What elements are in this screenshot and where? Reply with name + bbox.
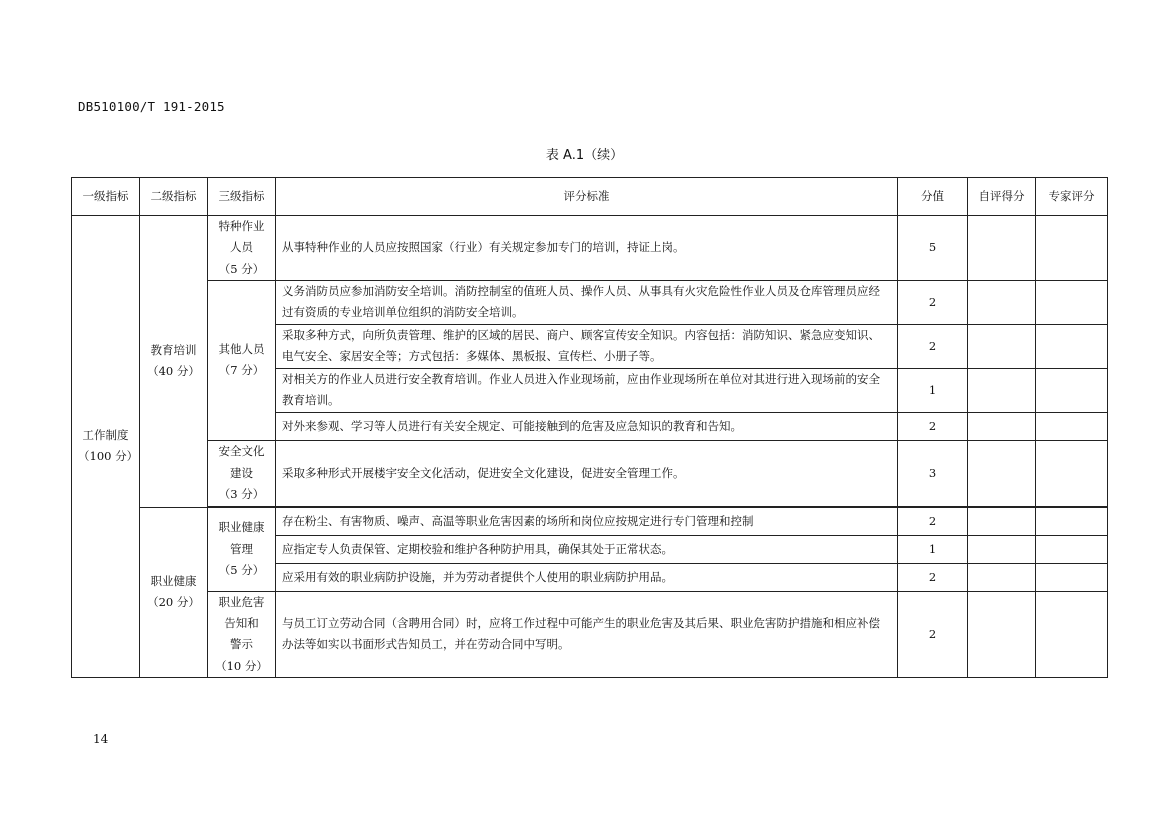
self-score-cell[interactable] (968, 440, 1036, 506)
points-cell: 1 (898, 535, 968, 563)
self-score-cell[interactable] (968, 507, 1036, 535)
expert-score-cell[interactable] (1036, 535, 1108, 563)
table-title: 表 A.1（续） (545, 148, 624, 163)
level3-line: （3 分） (218, 486, 265, 501)
expert-score-cell[interactable] (1036, 216, 1108, 281)
column-header: 专家评分 (1036, 178, 1108, 216)
points-cell: 2 (898, 563, 968, 591)
self-score-cell[interactable] (968, 280, 1036, 324)
points-cell: 2 (898, 412, 968, 440)
points-cell: 2 (898, 591, 968, 677)
table-row (72, 591, 1108, 677)
table-header-row (72, 178, 1108, 216)
expert-score-cell[interactable] (1036, 563, 1108, 591)
level3-line: 人员 (230, 240, 253, 255)
expert-score-cell[interactable] (1036, 440, 1108, 506)
evaluation-table (71, 177, 1108, 678)
expert-score-cell[interactable] (1036, 507, 1108, 535)
points-cell: 3 (898, 440, 968, 506)
self-score-cell[interactable] (968, 216, 1036, 281)
self-score-cell[interactable] (968, 563, 1036, 591)
level3-cell (208, 507, 276, 591)
level1-score: （100 分） (78, 449, 139, 464)
level3-line: 安全文化 (218, 444, 265, 459)
criterion-cell: 义务消防员应参加消防安全培训。消防控制室的值班人员、操作人员、从事具有火灾危险性作业人员及仓库管理员应经过有资质的专业培训单位组织的消防安全培训。 (276, 280, 898, 324)
column-header: 分值 (898, 178, 968, 216)
points-cell: 5 (898, 216, 968, 281)
criterion-cell: 与员工订立劳动合同（含聘用合同）时，应将工作过程中可能产生的职业危害及其后果、职业危害防护措施和相应补偿办法等如实以书面形式告知员工，并在劳动合同中写明。 (276, 591, 898, 677)
level3-line: 特种作业 (218, 219, 265, 233)
criterion-cell: 从事特种作业的人员应按照国家（行业）有关规定参加专门的培训，持证上岗。 (276, 216, 898, 281)
table-row (72, 280, 1108, 324)
level3-line: （5 分） (218, 261, 265, 276)
column-header: 三级指标 (208, 178, 276, 216)
points-cell: 2 (898, 324, 968, 368)
table-row (72, 216, 1108, 281)
criterion-cell: 采取多种方式，向所负责管理、维护的区域的居民、商户、顾客宣传安全知识。内容包括：消防知识、紧急应变知识、电气安全、家居安全等；方式包括：多媒体、黑板报、宣传栏、小册子等。 (276, 324, 898, 368)
criterion-cell: 存在粉尘、有害物质、噪声、高温等职业危害因素的场所和岗位应按规定进行专门管理和控制 (276, 507, 898, 535)
points-cell: 2 (898, 280, 968, 324)
level3-line: 建设 (230, 465, 253, 480)
self-score-cell[interactable] (968, 535, 1036, 563)
expert-score-cell[interactable] (1036, 368, 1108, 412)
self-score-cell[interactable] (968, 412, 1036, 440)
level1-name: 工作制度 (82, 428, 129, 443)
column-header: 自评得分 (968, 178, 1036, 216)
level3-line: 其他人员 (218, 342, 265, 357)
expert-score-cell[interactable] (1036, 324, 1108, 368)
criterion-cell: 应采用有效的职业病防护设施，并为劳动者提供个人使用的职业病防护用品。 (276, 563, 898, 591)
page-number: 14 (93, 732, 109, 746)
self-score-cell[interactable] (968, 368, 1036, 412)
level3-cell (208, 440, 276, 506)
self-score-cell[interactable] (968, 591, 1036, 677)
points-cell: 1 (898, 368, 968, 412)
level3-line: 管理 (230, 541, 253, 556)
table-row (72, 507, 1108, 535)
level3-line: （10 分） (215, 658, 268, 673)
column-header: 评分标准 (276, 178, 898, 216)
level2-score: （40 分） (147, 364, 200, 379)
expert-score-cell[interactable] (1036, 412, 1108, 440)
level2-name: 职业健康 (150, 574, 197, 589)
level3-line: 职业健康 (218, 520, 265, 535)
level1-cell (72, 216, 140, 678)
points-cell: 2 (898, 507, 968, 535)
column-header: 一级指标 (72, 178, 140, 216)
expert-score-cell[interactable] (1036, 591, 1108, 677)
level3-line: （7 分） (218, 363, 265, 378)
level2-cell-occupational-health (140, 507, 208, 677)
level2-score: （20 分） (147, 595, 200, 610)
level2-cell-education (140, 216, 208, 508)
criterion-cell: 应指定专人负责保管、定期校验和维护各种防护用具，确保其处于正常状态。 (276, 535, 898, 563)
table-row (72, 440, 1108, 506)
level3-cell (208, 280, 276, 440)
level2-name: 教育培训 (150, 343, 197, 358)
criterion-cell: 对外来参观、学习等人员进行有关安全规定、可能接触到的危害及应急知识的教育和告知。 (276, 412, 898, 440)
level3-line: 职业危害 (218, 594, 265, 609)
level3-line: （5 分） (218, 562, 265, 577)
expert-score-cell[interactable] (1036, 280, 1108, 324)
self-score-cell[interactable] (968, 324, 1036, 368)
criterion-cell: 采取多种形式开展楼宇安全文化活动，促进安全文化建设，促进安全管理工作。 (276, 440, 898, 506)
criterion-cell: 对相关方的作业人员进行安全教育培训。作业人员进入作业现场前，应由作业现场所在单位对其进行进入现场前的安全教育培训。 (276, 368, 898, 412)
level3-cell (208, 216, 276, 281)
level3-cell (208, 591, 276, 677)
column-header: 二级指标 (140, 178, 208, 216)
level3-line: 警示 (230, 637, 253, 652)
document-code: DB510100/T 191-2015 (78, 99, 225, 114)
level3-line: 告知和 (224, 616, 259, 631)
